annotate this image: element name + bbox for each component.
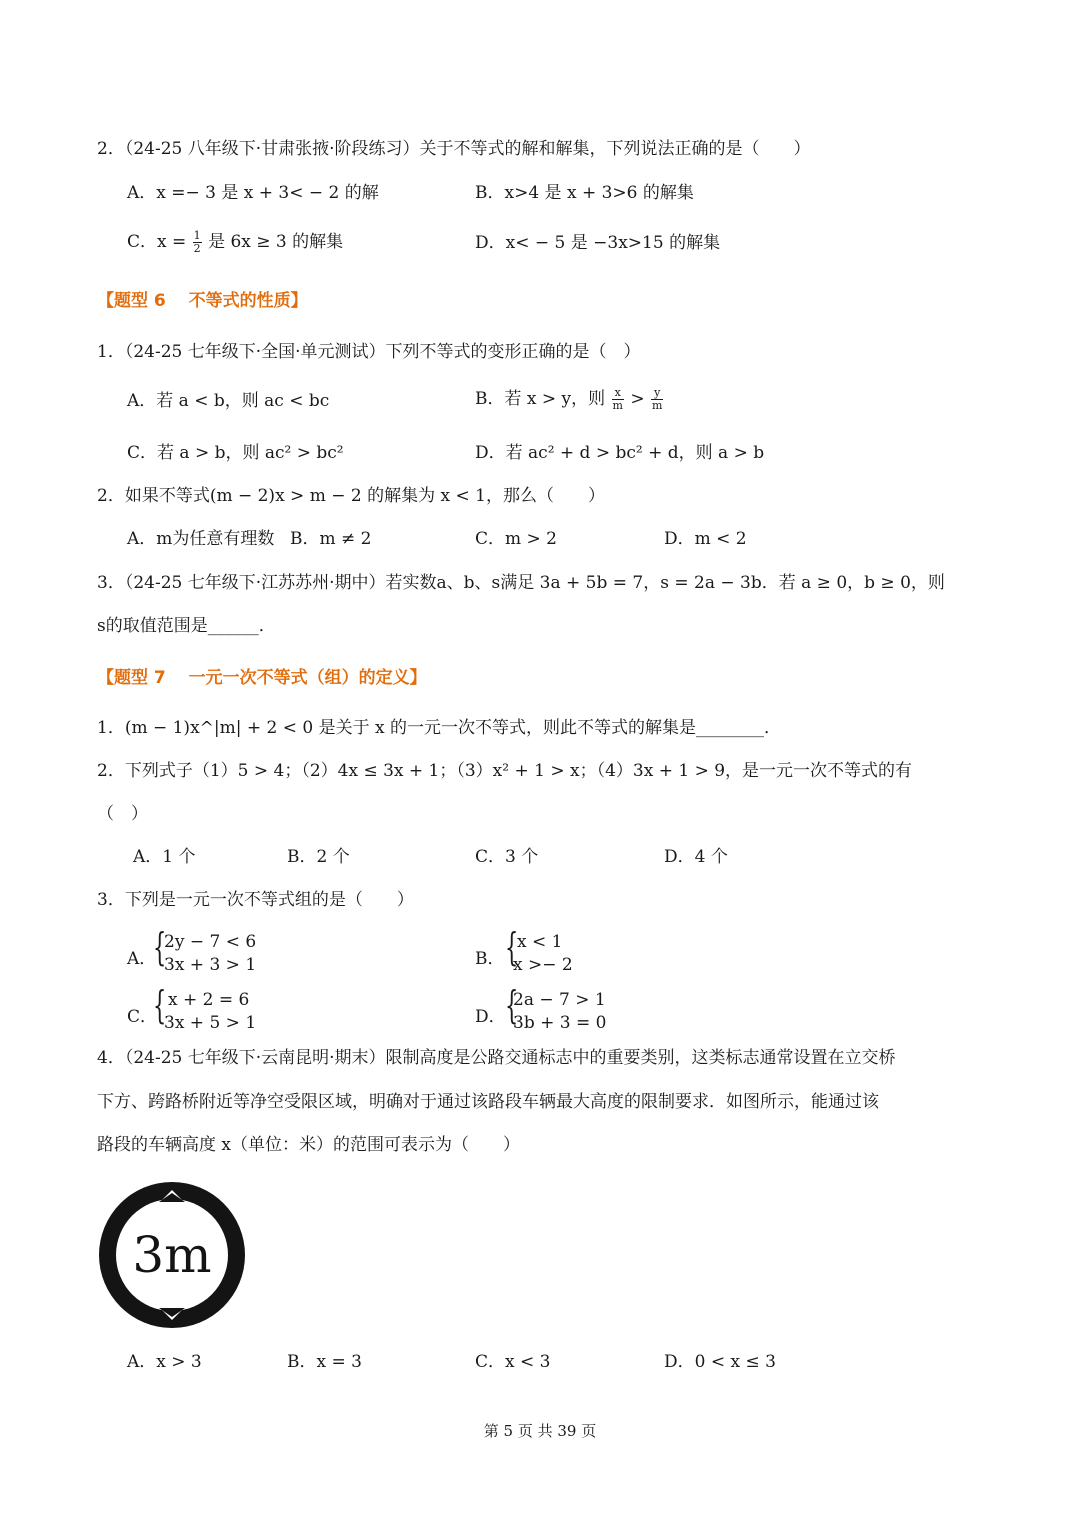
option-d: D．若 ac² + d > bc² + d，则 a > b (475, 443, 765, 463)
question-stem: 3．（24-25 七年级下·江苏苏州·期中）若实数a、b、s满足 3a + 5b = 7，s = 2a − 3b．若 a ≥ 0，b ≥ 0，则 (97, 573, 945, 593)
option-label: B． (475, 949, 505, 969)
fraction-denominator: m (652, 399, 663, 412)
section-title: 【题型 7 一元一次不等式（组）的定义】 (97, 668, 427, 688)
option-d: D．x< − 5 是 −3x>15 的解集 (475, 233, 721, 253)
option-d: D．4 个 (664, 847, 728, 867)
option-c: C．若 a > b，则 ac² > bc² (127, 443, 344, 463)
option-a: A．x =− 3 是 x + 3< − 2 的解 (127, 183, 379, 203)
question-stem: 2．（24-25 八年级下·甘肃张掖·阶段练习）关于不等式的解和解集，下列说法正确的是（ ） (97, 139, 811, 159)
fraction-denominator: 2 (193, 242, 201, 255)
option-b: B．m ≠ 2 (290, 529, 372, 549)
option-a: A．若 a < b，则 ac < bc (127, 391, 330, 411)
option-a: A．m为任意有理数 (127, 529, 275, 549)
fraction (651, 387, 663, 411)
brace-icon: { (505, 983, 519, 1027)
option-b-prefix: B．若 x > y，则 (475, 389, 606, 409)
option-c-prefix: C．x = (127, 232, 187, 252)
option-label: D． (475, 1007, 506, 1027)
option-c: C．3 个 (475, 847, 539, 867)
system-row: 3b + 3 = 0 (513, 1013, 607, 1033)
option-b: B．2 个 (287, 847, 350, 867)
fraction-numerator: 1 (193, 229, 201, 243)
fraction-denominator: m (612, 399, 623, 412)
option-b (475, 384, 664, 414)
system-row: x >− 2 (513, 955, 573, 975)
brace-icon: { (505, 925, 519, 969)
question-stem-continued: 路段的车辆高度 x（单位：米）的范围可表示为（ ） (97, 1135, 520, 1155)
question-stem: 3．下列是一元一次不等式组的是（ ） (97, 890, 414, 910)
system-row: x < 1 (517, 932, 563, 952)
operator: > (630, 389, 645, 409)
option-d: D．m < 2 (664, 529, 747, 549)
question-stem-continued: s的取值范围是______． (97, 616, 276, 636)
page-footer: 第 5 页 共 39 页 (483, 1422, 597, 1440)
option-label: C． (127, 1007, 158, 1027)
option-b: B．x>4 是 x + 3>6 的解集 (475, 183, 694, 203)
fraction-numerator: y (651, 387, 663, 400)
brace-icon: { (153, 925, 167, 969)
fraction (193, 230, 202, 254)
sign-label: 3m (132, 1226, 212, 1284)
option-c-suffix: 是 6x ≥ 3 的解集 (208, 232, 344, 252)
option-c: C．x < 3 (475, 1352, 551, 1372)
fraction-numerator: x (612, 387, 624, 400)
option-b: B．x = 3 (287, 1352, 362, 1372)
section-title: 【题型 6 不等式的性质】 (97, 291, 308, 311)
question-stem: 1．(m − 1)x^|m| + 2 < 0 是关于 x 的一元一次不等式，则此不等式的解集是________． (97, 718, 782, 738)
brace-icon: { (153, 983, 167, 1027)
question-stem-continued: （ ） (97, 804, 148, 824)
question-stem: 2．下列式子（1）5 > 4；（2）4x ≤ 3x + 1；（3）x² + 1 > x；（4）3x + 1 > 9，是一元一次不等式的有 (97, 761, 913, 781)
option-label: A． (127, 949, 157, 969)
system-row: 2y − 7 < 6 (164, 932, 257, 952)
option-a: A．x > 3 (127, 1352, 202, 1372)
question-stem: 2．如果不等式(m − 2)x > m − 2 的解集为 x < 1，那么（ ） (97, 486, 605, 506)
system-row: 3x + 5 > 1 (164, 1013, 257, 1033)
system-row: x + 2 = 6 (168, 990, 250, 1010)
option-c (127, 228, 343, 256)
option-d: D．0 < x ≤ 3 (664, 1352, 776, 1372)
question-stem: 4．（24-25 七年级下·云南昆明·期末）限制高度是公路交通标志中的重要类别，这类标志通常设置在立交桥 (97, 1048, 896, 1068)
question-stem: 1．（24-25 七年级下·全国·单元测试）下列不等式的变形正确的是（ ） (97, 342, 641, 362)
fraction (612, 387, 624, 411)
system-row: 3x + 3 > 1 (164, 955, 257, 975)
option-c: C．m > 2 (475, 529, 557, 549)
height-limit-sign-icon (97, 1180, 247, 1330)
option-a: A．1 个 (133, 847, 196, 867)
question-stem-continued: 下方、跨路桥附近等净空受限区域，明确对于通过该路段车辆最大高度的限制要求．如图所示，能通过该 (97, 1092, 879, 1112)
system-row: 2a − 7 > 1 (513, 990, 606, 1010)
